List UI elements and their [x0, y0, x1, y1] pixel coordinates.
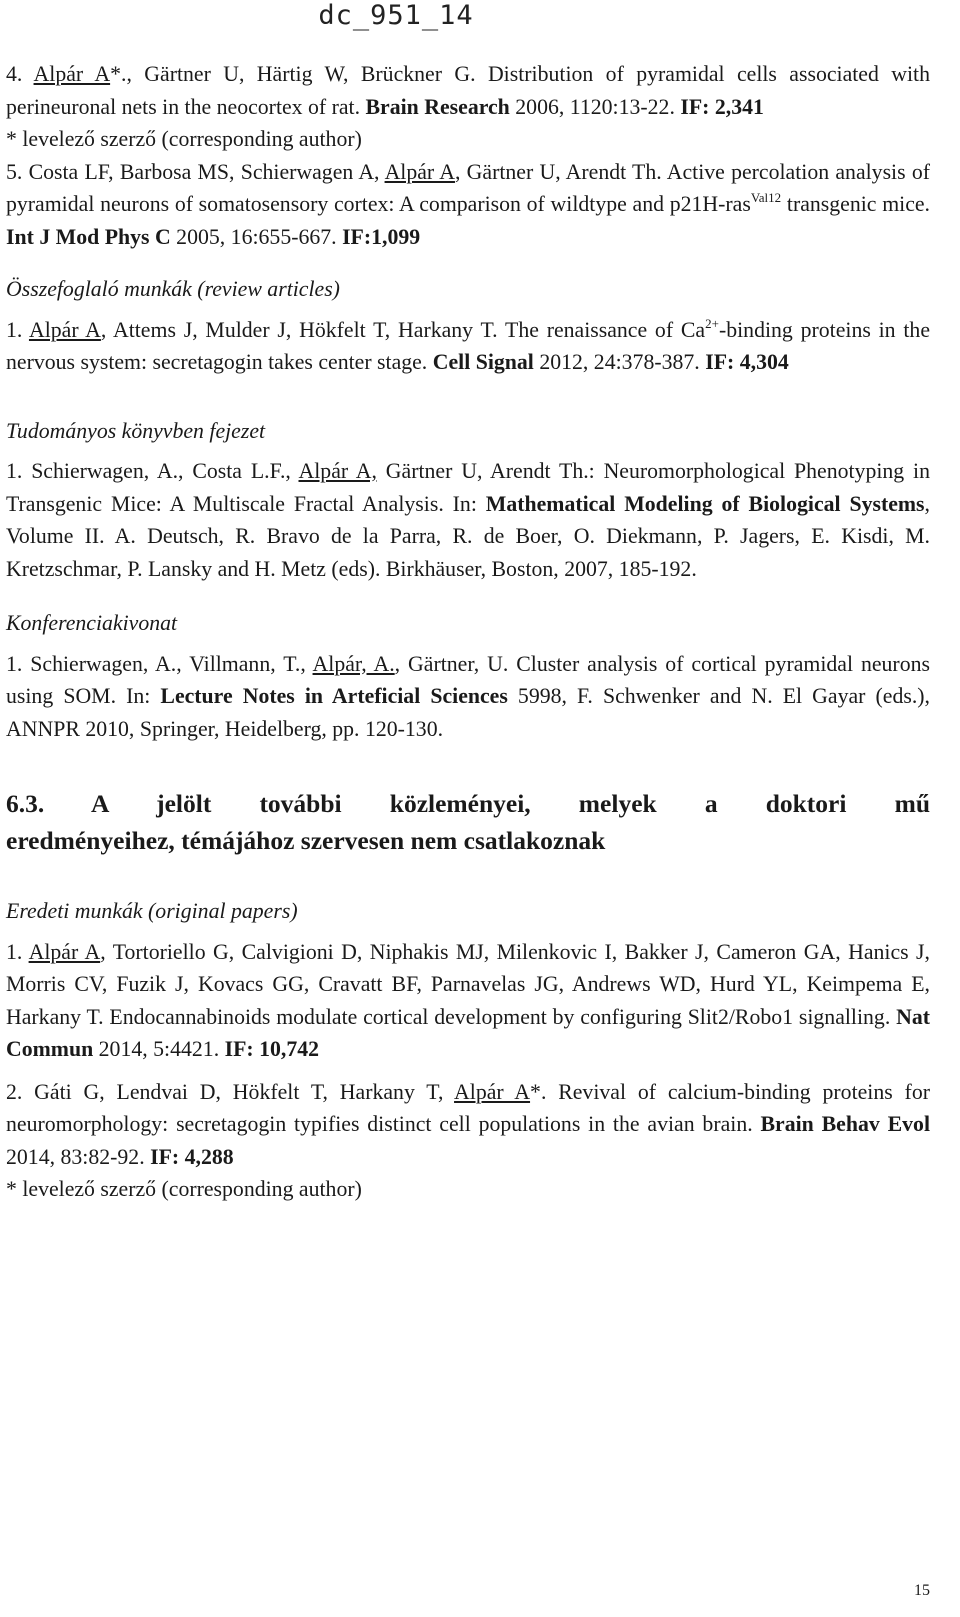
section-6-3-heading [6, 785, 930, 859]
section-heading-original-papers: Eredeti munkák (original papers) [6, 899, 298, 923]
impact-factor: IF: 4,288 [150, 1144, 234, 1169]
highlighted-author: Alpár A [454, 1079, 531, 1104]
entry-number: 1. [6, 939, 23, 964]
publication-citation [6, 936, 930, 1066]
citation-details: 2012, 24:378-387. [539, 350, 700, 374]
publication-citation [6, 314, 930, 379]
conference-entry-1 [6, 648, 930, 746]
publication-citation [6, 455, 930, 585]
book-title: Lecture Notes in Arteficial Sciences [160, 684, 508, 708]
citation-text: *. Revival of calcium-binding proteins for neuromorphology: secretagogin typifies distinct cell populations in the avian brain. [6, 1079, 930, 1136]
book-title: Mathematical Modeling of Biological Systems [485, 491, 925, 516]
journal-name: Int J Mod Phys C [6, 224, 171, 249]
page-number: 15 [914, 1582, 930, 1599]
impact-factor: IF: 10,742 [224, 1037, 320, 1061]
entry-number: 1. [6, 317, 23, 342]
citation-details: 2014, 83:82-92. [6, 1144, 145, 1169]
publication-entry-4 [6, 58, 930, 156]
journal-name: Nat Commun [6, 1004, 930, 1061]
section-heading-conference: Konferenciakivonat [6, 611, 178, 635]
citation-text: , Gärtner, U. Cluster analysis of cortical pyramidal neurons using SOM. In: [6, 651, 930, 708]
citation-text: Gärtner U, Arendt Th.: Neuromorphological Phenotyping in Transgenic Mice: A Multiscale Fractal Analysis. In: [6, 459, 930, 516]
citation-text: -binding proteins in the nervous system: secretagogin takes center stage. [6, 317, 930, 374]
journal-name: Cell Signal [432, 350, 534, 374]
original-paper-entry-2 [6, 1076, 930, 1206]
section-number: 6.3. [6, 789, 45, 818]
citation-authors: 5. Costa LF, Barbosa MS, Schierwagen A, [6, 159, 380, 184]
citation-text: , Tortoriello G, Calvigioni D, Niphakis MJ, Milenkovic I, Bakker J, Cameron GA, Hanics J, Morris CV, Fuzik J, Kovacs GG, Cravatt BF, Parnavelas JG, Andrews WD, Hurd YL, Keimpema E, Harkany T. Endocannabinoids modulate cortical development by configuring Slit2/Robo1 signalling. [6, 939, 930, 1029]
section-title-part: A jelölt további közleményei, melyek a doktori mű [90, 789, 930, 818]
document-body [6, 58, 930, 1206]
citation-details: 5998, F. Schwenker and N. El Gayar (eds.), ANNPR 2010, Springer, Heidelberg, pp. 120-130. [6, 684, 930, 741]
impact-factor: IF: 4,304 [705, 350, 789, 374]
citation-authors: 2. Gáti G, Lendvai D, Hökfelt T, Harkany T, [6, 1079, 444, 1104]
citation-details: 2006, 1120:13-22. [515, 94, 675, 119]
corresponding-author-note: * levelező szerző (corresponding author) [6, 1177, 362, 1201]
citation-text: transgenic mice. [781, 192, 931, 216]
section-6-3-line-2: eredményeihez, témájához szervesen nem csatlakoznak [6, 826, 606, 855]
highlighted-author: Alpár A [384, 159, 455, 184]
publication-citation [6, 156, 930, 254]
citation-details: , Volume II. A. Deutsch, R. Bravo de la Parra, R. de Boer, O. Diekmann, P. Jagers, E. Kisdi, M. Kretzschmar, P. Lansky and H. Metz (eds). Birkhäuser, Boston, 2007, 185-192. [6, 491, 930, 581]
original-paper-entry-1 [6, 936, 930, 1066]
highlighted-author: Alpár A [28, 939, 101, 964]
superscript: Val12 [750, 190, 782, 205]
publication-entry-5 [6, 156, 930, 254]
citation-details: 2014, 5:4421. [98, 1037, 220, 1061]
journal-name: Brain Research [365, 94, 510, 119]
book-chapter-entry-1 [6, 455, 930, 585]
citation-authors: 1. Schierwagen, A., Costa L.F., [6, 459, 291, 483]
impact-factor: IF: 2,341 [680, 94, 764, 119]
citation-text: , Attems J, Mulder J, Hökfelt T, Harkany T. The renaissance of Ca [100, 317, 706, 342]
publication-citation [6, 58, 930, 123]
corresponding-author-note: * levelező szerző (corresponding author) [6, 127, 362, 151]
citation-authors: 1. Schierwagen, A., Villmann, T., [6, 651, 306, 676]
impact-factor: IF:1,099 [342, 224, 421, 249]
section-6-3-line-1 [6, 785, 930, 822]
highlighted-author: Alpár A [28, 317, 101, 342]
section-heading-book-chapter: Tudományos könyvben fejezet [6, 418, 266, 443]
publication-citation [6, 648, 930, 746]
highlighted-author: Alpár A [33, 62, 111, 86]
document-id: dc_951_14 [318, 0, 474, 31]
section-heading-reviews: Összefoglaló munkák (review articles) [6, 277, 340, 301]
entry-number: 4. [6, 62, 23, 86]
publication-citation [6, 1076, 930, 1174]
superscript: 2+ [705, 315, 719, 331]
journal-name: Brain Behav Evol [760, 1112, 931, 1136]
highlighted-author: Alpár, A. [312, 651, 395, 676]
highlighted-author: Alpár A, [298, 459, 377, 483]
citation-text: , Gärtner U, Arendt Th. Active percolation analysis of pyramidal neurons of somatosensory cortex: A comparison of wildtype and p21H-ras [6, 159, 930, 216]
review-entry-1 [6, 314, 930, 379]
citation-text: *., Gärtner U, Härtig W, Brückner G. Distribution of pyramidal cells associated with perineuronal nets in the neocortex of rat. [6, 62, 931, 119]
citation-details: 2005, 16:655-667. [176, 224, 337, 249]
